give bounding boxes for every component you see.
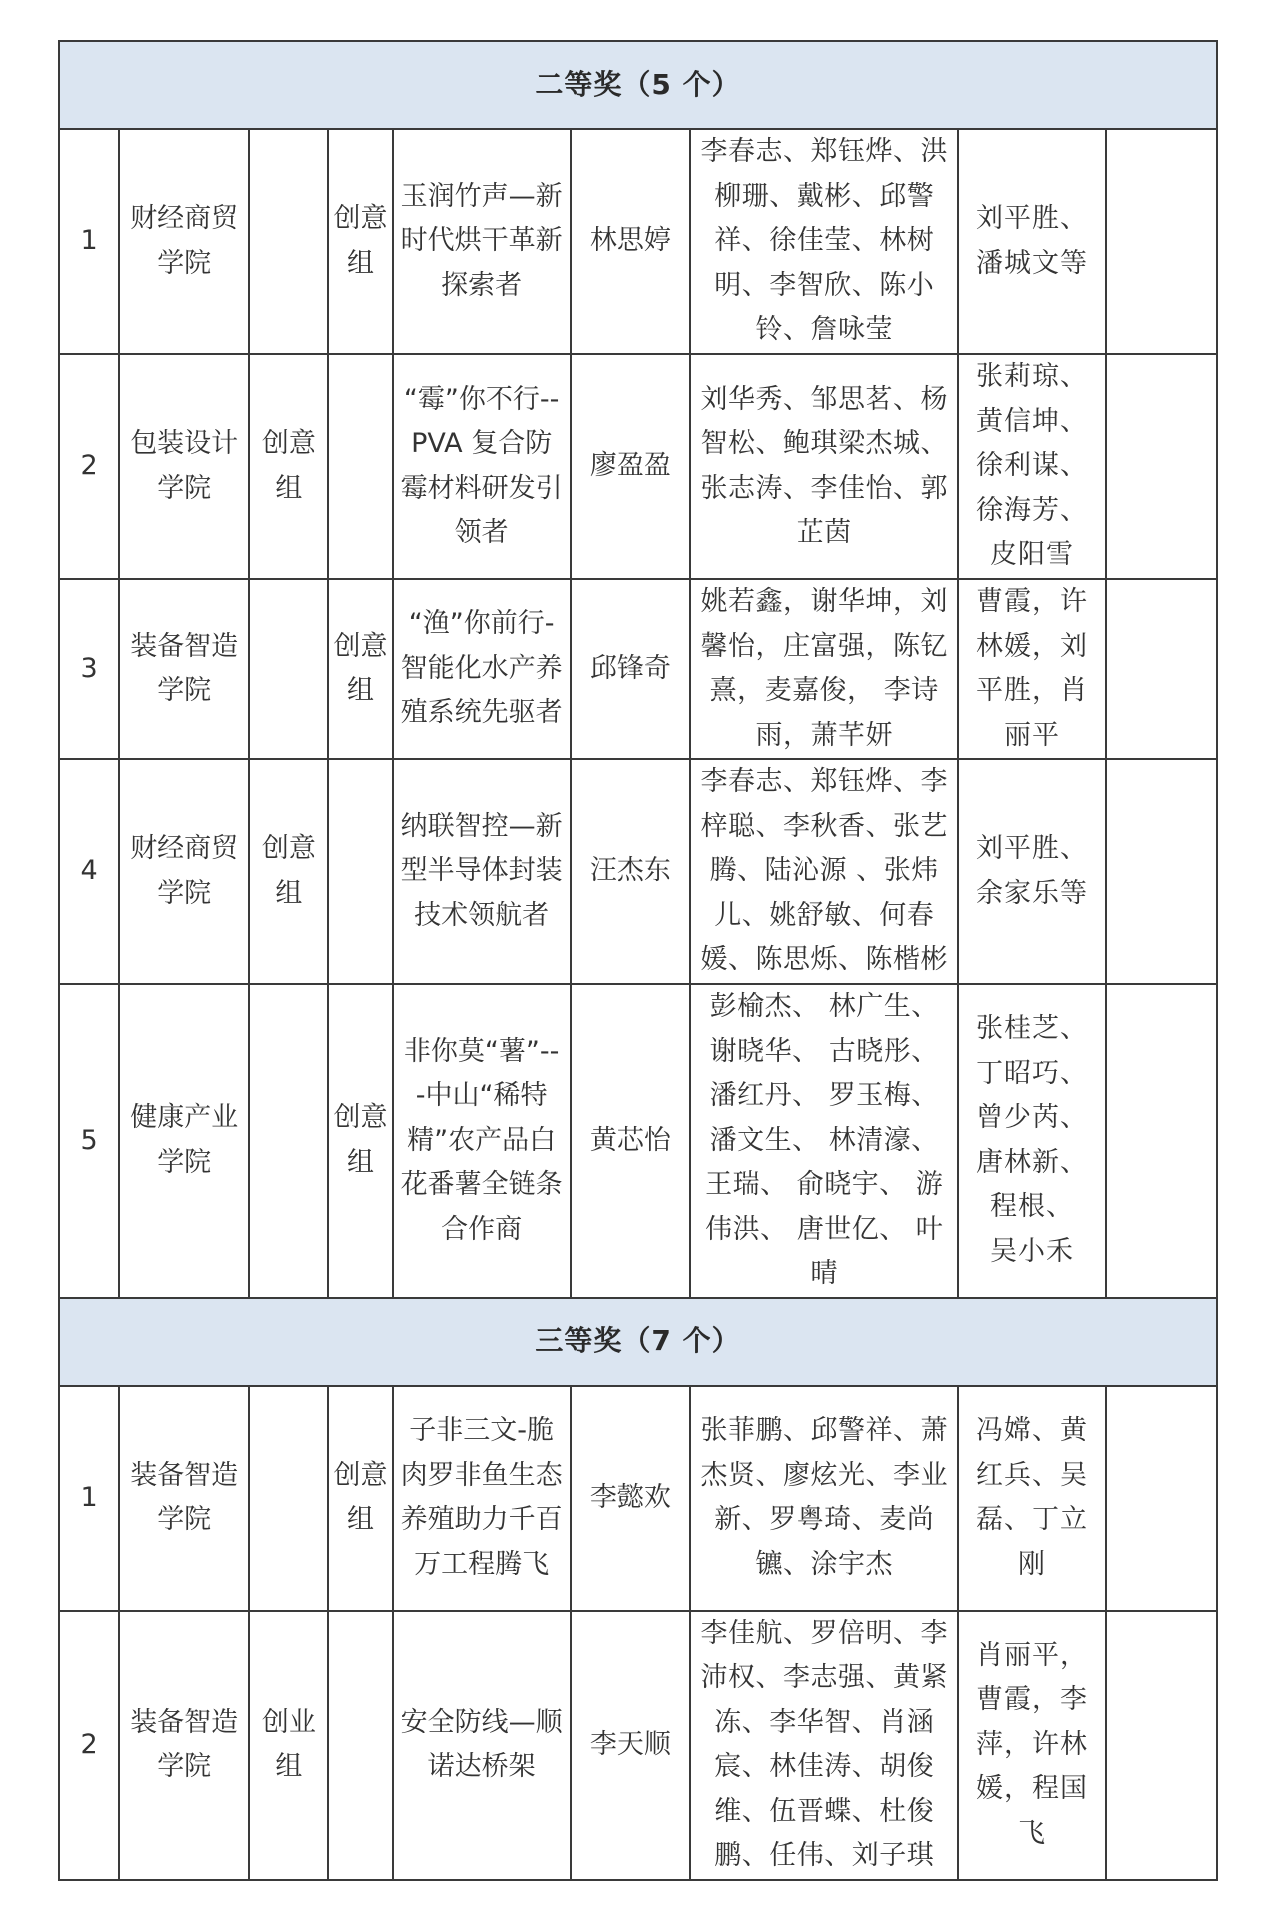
team-leader: 廖盈盈 [571, 354, 690, 579]
advisors: 曹霞，许林媛，刘平胜，肖丽平 [958, 579, 1105, 759]
group-category-b: 创意组 [328, 984, 392, 1298]
college-name: 装备智造学院 [119, 579, 249, 759]
section-title: 三等奖（7 个） [59, 1298, 1217, 1386]
remarks [1106, 354, 1217, 579]
college-name: 健康产业学院 [119, 984, 249, 1298]
group-category-b: 创意组 [328, 579, 392, 759]
remarks [1106, 579, 1217, 759]
team-members: 李春志、郑钰烨、洪柳珊、戴彬、邱警祥、徐佳莹、林树明、李智欣、陈小铃、詹咏莹 [690, 129, 958, 354]
project-name: 玉润竹声—新时代烘干革新探索者 [393, 129, 571, 354]
section-header-row [59, 41, 1217, 129]
remarks [1106, 1611, 1217, 1880]
advisors: 肖丽平，曹霞，李萍，许林媛，程国飞 [958, 1611, 1105, 1880]
project-name: “渔”你前行-智能化水产养殖系统先驱者 [393, 579, 571, 759]
group-category-a [249, 579, 328, 759]
team-members: 李佳航、罗倍明、李沛权、李志强、黄紧冻、李华智、肖涵宸、林佳涛、胡俊维、伍晋蝶、杜俊鹏、任伟、刘子琪 [690, 1611, 958, 1880]
table-row [59, 1386, 1217, 1611]
college-name: 装备智造学院 [119, 1386, 249, 1611]
table-row [59, 579, 1217, 759]
row-number: 2 [59, 354, 119, 579]
team-members: 姚若鑫，谢华坤，刘馨怡，庄富强，陈钇熹，麦嘉俊， 李诗雨，萧芊妍 [690, 579, 958, 759]
college-name: 装备智造学院 [119, 1611, 249, 1880]
table-row [59, 984, 1217, 1298]
team-members: 刘华秀、邹思茗、杨智松、鲍琪梁杰城、张志涛、李佳怡、郭芷茵 [690, 354, 958, 579]
table-row [59, 354, 1217, 579]
college-name: 财经商贸学院 [119, 129, 249, 354]
section-header-row [59, 1298, 1217, 1386]
section-title: 二等奖（5 个） [59, 41, 1217, 129]
advisors: 冯嫦、黄红兵、吴磊、丁立刚 [958, 1386, 1105, 1611]
table-body [59, 41, 1217, 1880]
group-category-b [328, 759, 392, 984]
row-number: 1 [59, 1386, 119, 1611]
row-number: 5 [59, 984, 119, 1298]
team-members: 张菲鹏、邱警祥、萧杰贤、廖炫光、李业新、罗粤琦、麦尚镳、涂宇杰 [690, 1386, 958, 1611]
college-name: 包装设计学院 [119, 354, 249, 579]
remarks [1106, 984, 1217, 1298]
remarks [1106, 1386, 1217, 1611]
remarks [1106, 129, 1217, 354]
college-name: 财经商贸学院 [119, 759, 249, 984]
group-category-a [249, 1386, 328, 1611]
row-number: 1 [59, 129, 119, 354]
team-members: 彭榆杰、 林广生、谢晓华、 古晓彤、潘红丹、 罗玉梅、潘文生、 林清濠、王瑞、 俞晓宇、 游伟洪、 唐世亿、 叶晴 [690, 984, 958, 1298]
advisors: 张莉琼、黄信坤、徐利谋、徐海芳、皮阳雪 [958, 354, 1105, 579]
project-name: 子非三文-脆肉罗非鱼生态养殖助力千百万工程腾飞 [393, 1386, 571, 1611]
project-name: “霉”你不行--PVA 复合防霉材料研发引领者 [393, 354, 571, 579]
group-category-b: 创意组 [328, 129, 392, 354]
team-leader: 林思婷 [571, 129, 690, 354]
group-category-b: 创意组 [328, 1386, 392, 1611]
group-category-b [328, 1611, 392, 1880]
group-category-a: 创业组 [249, 1611, 328, 1880]
award-table [58, 40, 1218, 1881]
team-members: 李春志、郑钰烨、李梓聪、李秋香、张艺腾、陆沁源 、张炜儿、姚舒敏、何春媛、陈思烁、陈楷彬 [690, 759, 958, 984]
advisors: 刘平胜、余家乐等 [958, 759, 1105, 984]
row-number: 4 [59, 759, 119, 984]
group-category-b [328, 354, 392, 579]
team-leader: 李天顺 [571, 1611, 690, 1880]
group-category-a [249, 984, 328, 1298]
row-number: 2 [59, 1611, 119, 1880]
project-name: 安全防线—顺诺达桥架 [393, 1611, 571, 1880]
group-category-a [249, 129, 328, 354]
team-leader: 黄芯怡 [571, 984, 690, 1298]
table-row [59, 129, 1217, 354]
row-number: 3 [59, 579, 119, 759]
team-leader: 邱锋奇 [571, 579, 690, 759]
team-leader: 李懿欢 [571, 1386, 690, 1611]
team-leader: 汪杰东 [571, 759, 690, 984]
project-name: 非你莫“薯”---中山“稀特精”农产品白花番薯全链条合作商 [393, 984, 571, 1298]
table-row [59, 759, 1217, 984]
group-category-a: 创意组 [249, 759, 328, 984]
project-name: 纳联智控—新型半导体封装技术领航者 [393, 759, 571, 984]
remarks [1106, 759, 1217, 984]
group-category-a: 创意组 [249, 354, 328, 579]
table-row [59, 1611, 1217, 1880]
advisors: 刘平胜、潘城文等 [958, 129, 1105, 354]
advisors: 张桂芝、丁昭巧、曾少芮、唐林新、程根、 吴小禾 [958, 984, 1105, 1298]
